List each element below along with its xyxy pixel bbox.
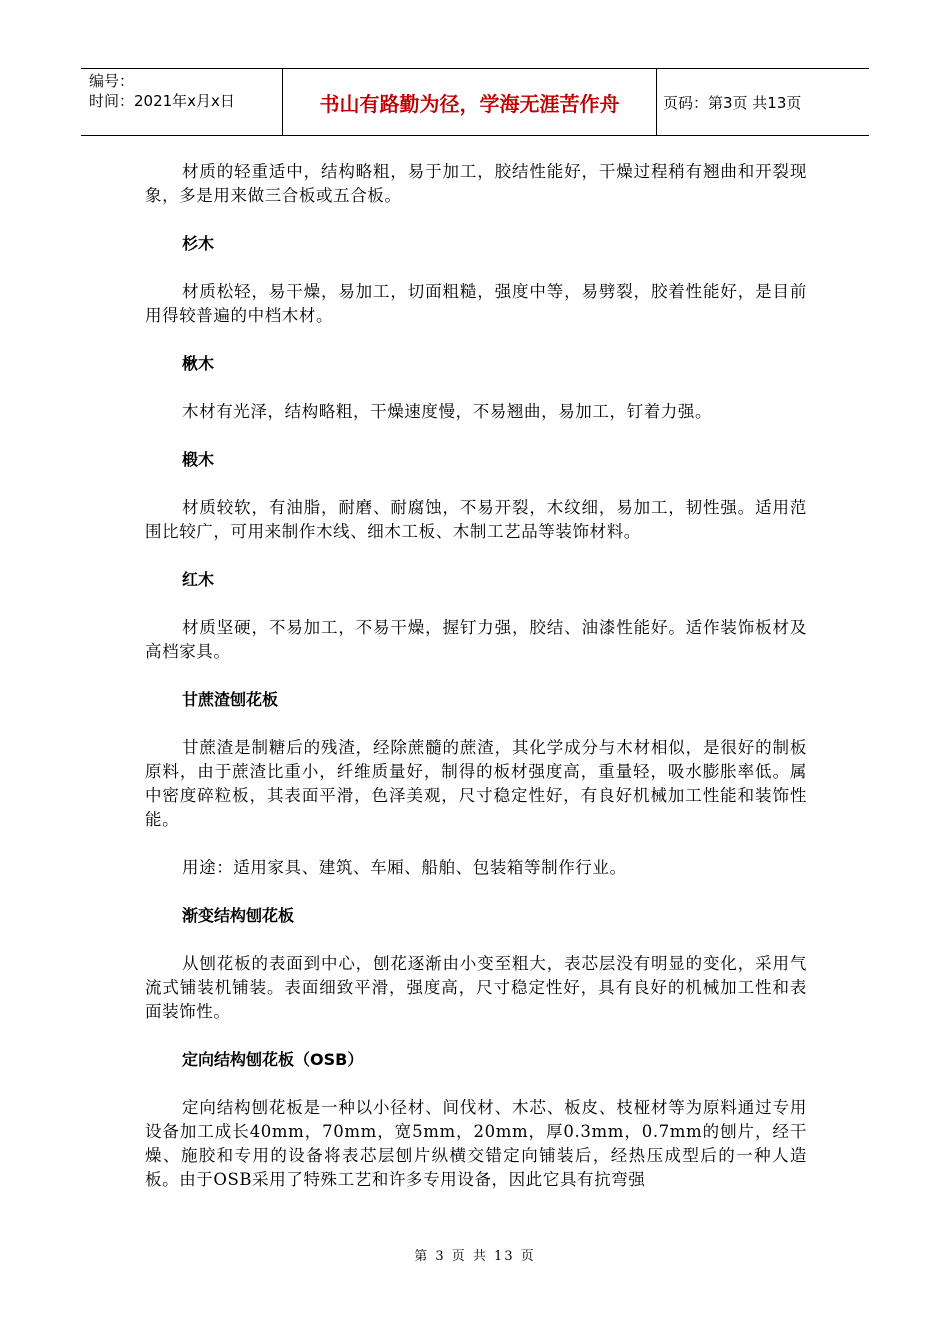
paragraph: 用途：适用家具、建筑、车厢、船舶、包装箱等制作行业。 <box>182 858 627 877</box>
section-heading: 渐变结构刨花板 <box>182 906 295 925</box>
page-header <box>81 68 869 136</box>
header-page-info: 页码：第3页 共13页 <box>663 93 802 112</box>
paragraph: 从刨花板的表面到中心，刨花逐渐由小变至粗大，表芯层没有明显的变化，采用气流式铺装机铺装。表面细致平滑，强度高，尺寸稳定性好，具有良好的机械加工性和表面装饰性。 <box>145 954 807 1021</box>
document-number-label: 编号： <box>89 72 135 90</box>
paragraph: 定向结构刨花板是一种以小径材、间伐材、木芯、板皮、枝桠材等为原料通过专用设备加工成长40mm，70mm，宽5mm，20mm，厚0.3mm，0.7mm的刨片，经干燥、施胶和专用的设备将表芯层刨片纵横交错定向铺装后，经热压成型后的一种人造板。由于OSB采用了特殊工艺和许多专用设备，因此它具有抗弯强 <box>145 1098 807 1189</box>
header-meta <box>81 69 283 135</box>
page-footer: 第 3 页 共 13 页 <box>414 1249 536 1264</box>
paragraph: 材质坚硬，不易加工，不易干燥，握钉力强，胶结、油漆性能好。适作装饰板材及高档家具。 <box>145 618 807 661</box>
section-heading: 椴木 <box>182 450 215 469</box>
document-body <box>145 160 807 1216</box>
section-heading: 甘蔗渣刨花板 <box>182 690 279 709</box>
paragraph: 材质较软，有油脂，耐磨、耐腐蚀，不易开裂，木纹细，易加工，韧性强。适用范围比较广，可用来制作木线、细木工板、木制工艺品等装饰材料。 <box>145 498 807 541</box>
paragraph: 材质松轻，易干燥，易加工，切面粗糙，强度中等，易劈裂，胶着性能好，是目前用得较普遍的中档木材。 <box>145 282 807 325</box>
section-heading: 定向结构刨花板（OSB） <box>182 1050 364 1069</box>
document-date: 时间：2021年x月x日 <box>89 92 235 110</box>
section-heading: 楸木 <box>182 354 215 373</box>
section-heading: 红木 <box>182 570 215 589</box>
section-heading: 杉木 <box>182 234 215 253</box>
header-motto: 书山有路勤为径，学海无涯苦作舟 <box>283 69 657 135</box>
paragraph: 木材有光泽，结构略粗，干燥速度慢，不易翘曲，易加工，钉着力强。 <box>182 402 713 421</box>
paragraph: 材质的轻重适中，结构略粗，易于加工，胶结性能好，干燥过程稍有翘曲和开裂现象，多是用来做三合板或五合板。 <box>145 162 807 205</box>
paragraph: 甘蔗渣是制糖后的残渣，经除蔗髓的蔗渣，其化学成分与木材相似，是很好的制板原料，由于蔗渣比重小，纤维质量好，制得的板材强度高，重量轻，吸水膨胀率低。属中密度碎粒板，其表面平滑，色泽美观，尺寸稳定性好，有良好机械加工性能和装饰性能。 <box>145 738 807 829</box>
